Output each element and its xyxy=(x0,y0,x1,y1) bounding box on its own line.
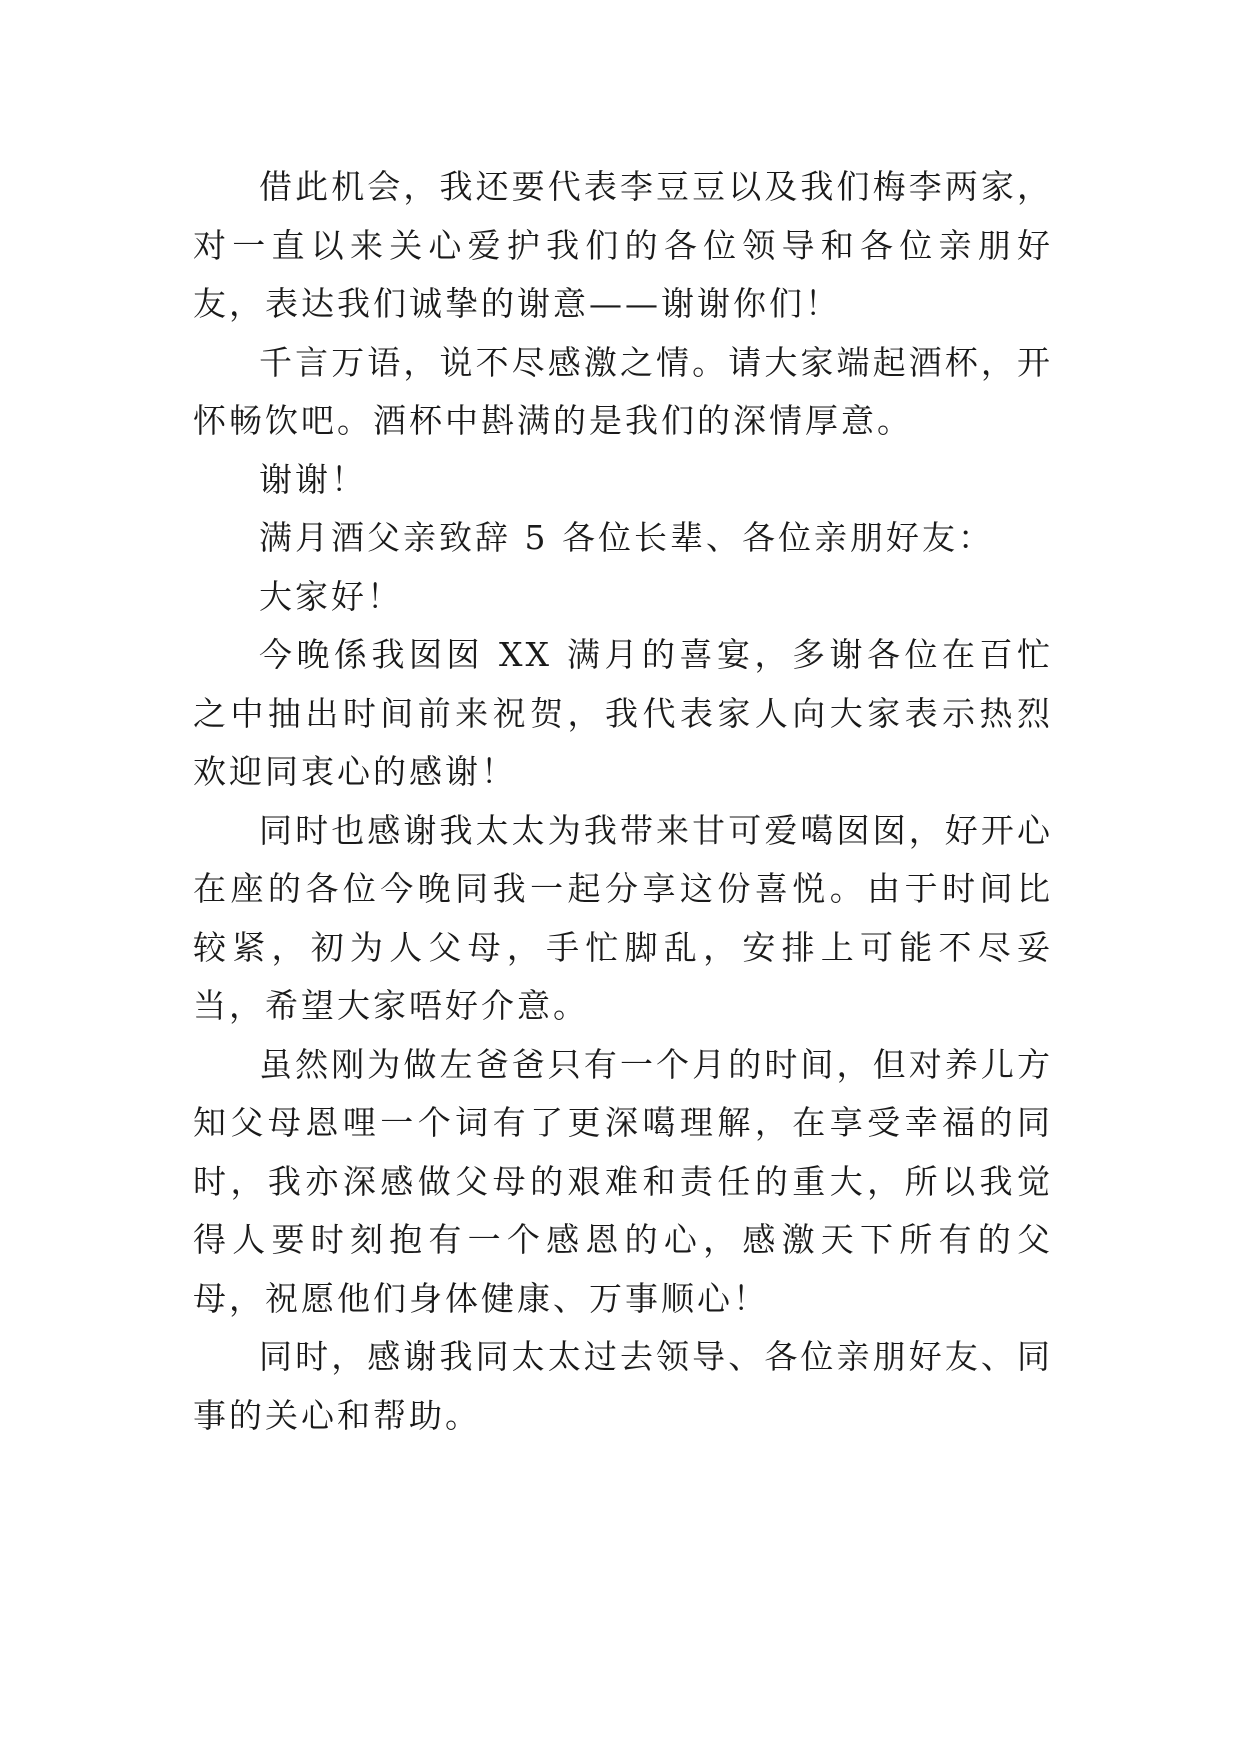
paragraph: 借此机会，我还要代表李豆豆以及我们梅李两家，对一直以来关心爱护我们的各位领导和各位亲朋好友，表达我们诚挚的谢意——谢谢你们！ xyxy=(193,167,1053,323)
document-body xyxy=(193,158,1053,1445)
paragraph: 同时也感谢我太太为我带来甘可爱噶囡囡，好开心在座的各位今晚同我一起分享这份喜悦。由于时间比较紧，初为人父母，手忙脚乱，安排上可能不尽妥当，希望大家唔好介意。 xyxy=(193,810,1053,1025)
paragraph: 千言万语，说不尽感激之情。请大家端起酒杯，开怀畅饮吧。酒杯中斟满的是我们的深情厚意。 xyxy=(193,342,1053,440)
paragraph: 谢谢！ xyxy=(259,459,367,499)
paragraph: 虽然刚为做左爸爸只有一个月的时间，但对养儿方知父母恩哩一个词有了更深噶理解，在享受幸福的同时，我亦深感做父母的艰难和责任的重大，所以我觉得人要时刻抱有一个感恩的心，感激天下所有的父母，祝愿他们身体健康、万事顺心！ xyxy=(193,1044,1053,1318)
paragraph: 同时，感谢我同太太过去领导、各位亲朋好友、同事的关心和帮助。 xyxy=(193,1337,1053,1435)
paragraph: 今晚係我囡囡 XX 满月的喜宴，多谢各位在百忙之中抽出时间前来祝贺，我代表家人向大家表示热烈欢迎同衷心的感谢！ xyxy=(193,635,1053,791)
paragraph: 大家好！ xyxy=(259,576,403,616)
paragraph: 满月酒父亲致辞 5 各位长辈、各位亲朋好友： xyxy=(259,518,994,557)
